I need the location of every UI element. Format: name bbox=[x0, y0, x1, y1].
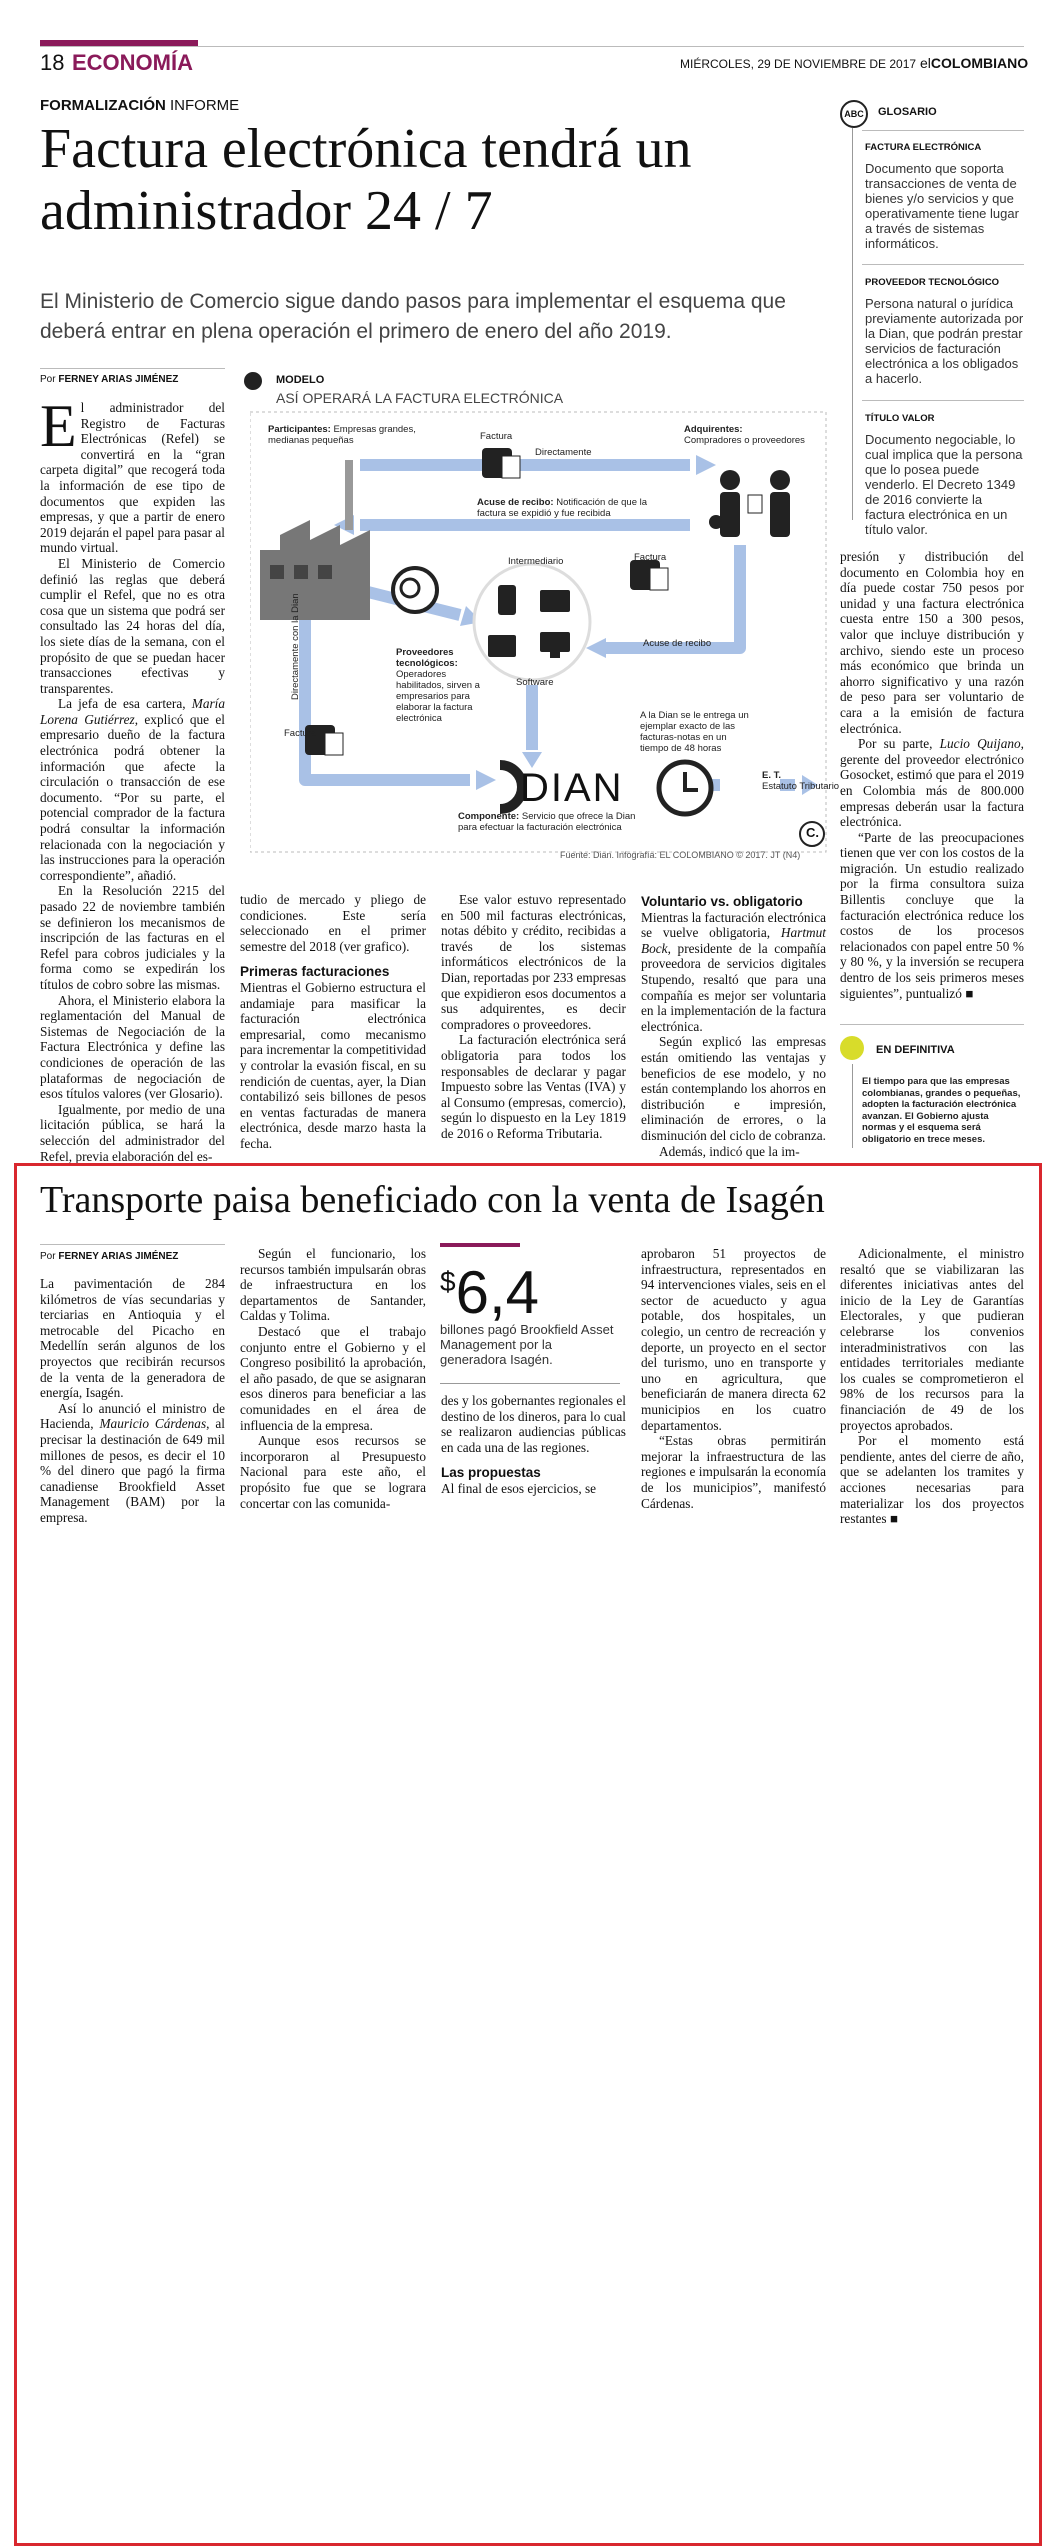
dian-logo: DIAN bbox=[520, 766, 624, 810]
big-figure: $6,4 bbox=[440, 1259, 539, 1326]
glossary-title: GLOSARIO bbox=[878, 106, 937, 118]
paragraph: “Estas obras permitirán mejorar la infraestructura de las regiones e impulsarán la economía de los municipios”, manifestó Cárdenas. bbox=[641, 1433, 826, 1511]
byline: Por FERNEY ARIAS JIMÉNEZ bbox=[40, 374, 179, 385]
et-label: E. T. Estatuto Tributario bbox=[762, 770, 840, 792]
article-column bbox=[641, 892, 826, 1159]
definitiva-text: El tiempo para que las empresas colombianas, grandes o pequeñas, adopten la facturación electrónica avanzan. El Gobierno ajusta normas y el esquema será obligatorio en trece meses. bbox=[862, 1076, 1021, 1145]
participants-label: Participantes: Empresas grandes, medianas pequeñas bbox=[268, 424, 416, 446]
story-dek: El Ministerio de Comercio sigue dando pasos para implementar el esquema que deberá entrar en plena operación el primero de enero del año 2019. bbox=[40, 290, 786, 343]
section-title: ECONOMÍA bbox=[72, 50, 193, 75]
article-column bbox=[441, 1393, 626, 1497]
glossary-rule bbox=[862, 264, 1024, 265]
byline-rule bbox=[40, 1244, 225, 1245]
definitiva-rule bbox=[840, 1024, 1024, 1025]
paragraph: El Ministerio de Comercio definió las reglas que deberá cumplir el Refel, que no es otra cosa que un sistema que podrá ser consultado las 24 horas del día, los siete días de la semana, con el propósito de que se puedan hacer transacciones efectivas y transparentes. bbox=[40, 555, 225, 696]
paragraph: Igualmente, por medio de una licitación pública, se hará la selección del administrador del Refel, previa elaboración del es- bbox=[40, 1101, 225, 1164]
paragraph: Al final de esos ejercicios, se bbox=[441, 1480, 597, 1496]
intermediary-circle bbox=[474, 564, 590, 680]
factura-label: Factura bbox=[284, 728, 317, 739]
glossary-term: FACTURA ELECTRÓNICA bbox=[865, 142, 982, 153]
invoice-icon bbox=[482, 448, 520, 478]
article-column bbox=[240, 892, 426, 1152]
newspaper-name: elCOLOMBIANO bbox=[920, 55, 1029, 71]
paragraph: Además, indicó que la im- bbox=[659, 1143, 800, 1159]
document-icon bbox=[244, 372, 262, 390]
secondary-headline: Transporte paisa beneficiado con la venta de Isagén bbox=[40, 1179, 825, 1221]
definitiva-icon bbox=[840, 1036, 864, 1060]
invoice-icon bbox=[630, 560, 668, 590]
paragraph: Ese valor estuvo representado en 500 mil facturas electrónicas, notas débito y crédito, recibidas a través de los sistemas informáticos electrónicos de la Dian, reportadas por 233 empresas que expidieron esos documentos a sus adquirentes, es decir compradores o proveedores. bbox=[441, 892, 626, 1032]
glossary-item bbox=[865, 142, 1025, 251]
glossary-item bbox=[865, 413, 1025, 537]
infographic-source: Fuente: Dian. Infografía: EL COLOMBIANO © 2017. JT (N4) bbox=[560, 850, 801, 860]
factura-label: Factura bbox=[480, 431, 513, 442]
paragraph: Según explicó las empresas están omitiendo las ventajas y beneficios de ese modelo, y no están contemplando los ahorros en distribución e impresión, eliminación de errores, o la disminución del ciclo de cobranza. bbox=[641, 1034, 826, 1143]
article-column: El administrador del Registro de Facturas Electrónicas (Refel) se convertirá en la “gran carpeta digital” que recogerá toda la información de ese tipo de documentos que expiden las empresas, y que a partir de enero 2019 dejarán el papel para pasar al mundo virtual. El Ministerio de Comercio definió las reglas que deberá cumplir el Refel, que no es otra cosa que un sistema que podrá ser consultado las 24 horas del día, los siete días de la semana, con el propósito de que se puedan hacer transacciones efectivas y transparentes. La jefa de esa cartera, María Lorena Gutiérrez, explicó que el empresario dueño de la factura electrónica podrá obtener la información que afecte la circulación o transacción de ese documento. “Por su parte, el potencial comprador de la factura podrá consultar la información relacionada con la negociación y las instrucciones para la operación correspondiente”, añadió. En la Resolución 2215 del pasado 22 de noviembre también se definieron los mecanismos de inscripción de las facturas en el Refel para cobros judiciales y la forma como se expedirán los títulos de cobro sobre las mismas. Ahora, el Ministerio elabora la reglamentación del Manual de Sistemas de Negociación de la Factura Electrónica y define las condiciones de operación de las plataformas de negociación de esos títulos valores (ver Glosario). Igualmente, por medio de una licitación pública, se hará la selección del administrador del Refel, previa elaboración del es- bbox=[40, 393, 225, 1164]
definitiva-divider bbox=[852, 1064, 853, 1148]
paragraph: presión y distribución del documento en Colombia hoy en día puede costar 750 pesos por unidad y una factura electrónica cuesta entre 150 a 300 pesos, valor que incluye distribución y archivo, siendo este un proceso más económico que brinda un ahorro significativo y una razón de peso para ser voluntario de cara a la emisión de factura electrónica. bbox=[840, 549, 1024, 736]
paragraph: Destacó que el trabajo conjunto entre el Gobierno y el Congreso posibilitó la aprobación, el año pasado, de que se asignaran esos dineros para beneficiar a las comunidades en el área de influencia de la empresa. bbox=[240, 1323, 426, 1433]
article-column bbox=[641, 1246, 826, 1511]
byline: Por FERNEY ARIAS JIMÉNEZ bbox=[40, 1251, 179, 1262]
subhead: Voluntario vs. obligatorio bbox=[641, 894, 803, 909]
paragraph: En la Resolución 2215 del pasado 22 de noviembre también se definieron los mecanismos de inscripción de las facturas en el Refel para cobros judiciales y la forma como se expedirán los títulos de cobro sobre las mismas. bbox=[40, 883, 225, 992]
paragraph: Por el momento está pendiente, antes del cierre de año, que se adelanten los tramites y acciones necesarias para materializar los dos proyectos restantes ■ bbox=[840, 1433, 1024, 1527]
adquirentes-label: Adquirentes: Compradores o proveedores bbox=[684, 424, 805, 446]
main-headline: Factura electrónica tendrá un administrador 24 / 7 bbox=[40, 118, 692, 242]
factory-icon bbox=[260, 460, 370, 620]
handshake-icon bbox=[709, 470, 790, 537]
byline-rule bbox=[40, 368, 225, 369]
paragraph: Así lo anunció el ministro de Hacienda, Mauricio Cárdenas, al precisar la destinación de 649 mil millones de pesos, es decir el 10 % del dinero que pagó la firma canadiense Brookfield Asset Management (BAM) por la empresa. bbox=[40, 1400, 226, 1525]
paragraph: Ahora, el Ministerio elabora la reglamentación del Manual de Sistemas de Negociación de la Factura Electrónica y define las condiciones de operación de las plataformas de negociación de esos títulos valores (ver Glosario). bbox=[40, 992, 225, 1102]
paragraph: “Parte de las preocupaciones tienen que ver con los costos de la migración. Un estudio realizado por la firma consultora suiza Billentis concluye que la facturación electrónica reduce los costos de los procesos relacionados con papel entre 50 % y 80 %, y la inversión se recupera dentro de los seis primeros meses siguientes”, puntualizó ■ bbox=[840, 829, 1024, 1001]
infographic-title: ASÍ OPERARÁ LA FACTURA ELECTRÓNICA bbox=[276, 390, 564, 406]
subhead: Las propuestas bbox=[441, 1465, 541, 1481]
figure-rule bbox=[440, 1383, 620, 1384]
glossary-rule bbox=[862, 130, 1024, 131]
paragraph: aprobaron 51 proyectos de infraestructura, representados en 94 intervenciones viales, seis en el sector de acueducto y agua potable, dos hospitales, un colegio, un centro de recreación y deporte, un proyecto en el sector del turismo, uno en transporte y uno en agricultura, que beneficiarán de manera directa 62 municipios en los cuatro departamentos. bbox=[641, 1246, 826, 1433]
check-icon bbox=[393, 568, 437, 612]
story-kicker: FORMALIZACIÓN INFORME bbox=[40, 97, 240, 114]
componente-label: Componente: Servicio que ofrece la Dian para efectuar la facturación electrónica bbox=[458, 811, 636, 833]
article-column bbox=[441, 892, 626, 1142]
proveedores-label: Proveedores tecnológicos: Operadores habilitados, sirven a empresarios para elaborar la factura electrónica bbox=[396, 647, 480, 724]
paragraph: La jefa de esa cartera, María Lorena Gutiérrez, explicó que el empresario dueño de la factura electrónica podrá obtener la información que afecte la circulación o transacción de ese documento. “Por su parte, el potencial comprador de la factura podrá consultar la información relacionada con la negociación y las instrucciones para la operación correspondiente”, añadió. bbox=[40, 696, 225, 883]
drop-cap: E bbox=[40, 393, 77, 459]
glossary-definition: Persona natural o jurídica previamente autorizada por la Dian, que podrán prestar servicios de facturación electrónica a los obligados a hacerlo. bbox=[865, 296, 1024, 386]
glossary-term: TÍTULO VALOR bbox=[865, 413, 935, 424]
infographic-label: MODELO bbox=[276, 374, 325, 386]
acuse-label: Acuse de recibo: Notificación de que la factura se expidió y fue recibida bbox=[477, 497, 648, 519]
glossary-definition: Documento que soporta transacciones de venta de bienes y/o servicios y que operativamente tiene lugar a través de sistemas informáticos. bbox=[865, 161, 1019, 251]
article-column bbox=[240, 1246, 426, 1511]
directamente-label: Directamente bbox=[535, 447, 592, 458]
abc-icon: ABC bbox=[840, 100, 868, 128]
intermediario-label: Intermediario bbox=[508, 556, 564, 567]
paragraph: Mientras el Gobierno estructura el andamiaje para masificar la facturación electrónica empresarial, como mecanismo para incrementar la competitividad y controlar la evasión fiscal, en su rendición de cuentas, ayer, la Dian contabilizó seis billones de pesos en ventas facturadas de manera electrónica, desde marzo hasta la fecha. bbox=[240, 979, 426, 1151]
software-label: Software bbox=[516, 677, 554, 688]
dian-note-label: A la Dian se le entrega un ejemplar exacto de las facturas-notas en un tiempo de 48 horas bbox=[640, 710, 749, 754]
paragraph: La facturación electrónica será obligatoria para todos los responsables de declarar y pagar Impuesto sobre las Ventas (IVA) y al Consumo (empresas, comercio), según lo dispuesto en la Ley 1819 de 2016 o Reforma Tributaria. bbox=[441, 1032, 626, 1141]
article-column bbox=[840, 1246, 1024, 1527]
paragraph: des y los gobernantes regionales el destino de los dineros, para lo cual se realizaron audiencias públicas en cada una de las regiones. bbox=[441, 1393, 626, 1455]
glossary-divider bbox=[852, 128, 853, 520]
paragraph: Por su parte, Lucio Quijano, gerente del proveedor electrónico Gosocket, estimó que para el 2019 en Colombia más de 800.000 empresas deberán usar la factura electrónica. bbox=[840, 736, 1024, 830]
directamente-dian-label: Directamente con la Dian bbox=[290, 593, 301, 700]
paragraph: Aunque esos recursos se incorporaron al Presupuesto Nacional para este año, el propósito fue que se lograra concertar con las comunida- bbox=[240, 1433, 426, 1511]
logo-c-text: C. bbox=[806, 825, 819, 840]
paragraph: Adicionalmente, el ministro resaltó que se viabilizaran las diferentes iniciativas antes del inicio de la Ley de Garantías Electorales, y que pudieran celebrarse los convenios interadministrativos con las entidades territoriales mediante los cuales se comprometieron el 98% de los recursos para la financiación de 49 de los proyectos aprobados. bbox=[840, 1246, 1024, 1433]
article-column bbox=[40, 1276, 225, 1526]
definitiva-title: EN DEFINITIVA bbox=[876, 1044, 955, 1056]
dian-logo-icon bbox=[500, 765, 522, 809]
paragraph: Según el funcionario, los recursos también impulsarán obras de infraestructura en los departamentos de Santander, Caldas y Tolima. bbox=[240, 1246, 426, 1324]
paragraph: Mientras la facturación electrónica se vuelve obligatoria, Hartmut Bock, presidente de la compañía proveedora de servicios digitales Stupendo, resaltó que para una compañía es mejor ser voluntaria en la implementación de la factura electrónica. bbox=[641, 909, 826, 1034]
big-figure-caption: billones pagó Brookfield Asset Management por la generadora Isagén. bbox=[440, 1322, 614, 1367]
acuse-de-recibo-label: Acuse de recibo bbox=[643, 638, 712, 649]
glossary-item bbox=[865, 277, 1025, 386]
publication-date: MIÉRCOLES, 29 DE NOVIEMBRE DE 2017 bbox=[680, 57, 917, 71]
page-number: 18 bbox=[40, 50, 65, 75]
paragraph: tudio de mercado y pliego de condiciones. Este sería seleccionado en el primer semestre del 2018 (ver grafico). bbox=[240, 892, 426, 954]
factura-label: Factura bbox=[634, 552, 667, 563]
article-column bbox=[840, 549, 1024, 1001]
glossary-term: PROVEEDOR TECNOLÓGICO bbox=[865, 277, 1000, 288]
glossary-rule bbox=[862, 400, 1024, 401]
header-rule bbox=[40, 46, 1024, 47]
clock-icon bbox=[659, 762, 711, 814]
paragraph: La pavimentación de 284 kilómetros de vías secundarias y terciarias en Antioquia y el metrocable del Picacho en Medellín serán algunos de los proyectos que recibirán recursos de la venta de la generadora de energía, Isagén. bbox=[40, 1276, 225, 1401]
figure-accent-bar bbox=[440, 1243, 520, 1247]
subhead: Primeras facturaciones bbox=[240, 964, 390, 980]
glossary-definition: Documento negociable, lo cual implica que la persona que lo posea puede venderlo. El Decreto 1349 de 2016 convierte la factura electrónica en un título valor. bbox=[865, 432, 1023, 537]
